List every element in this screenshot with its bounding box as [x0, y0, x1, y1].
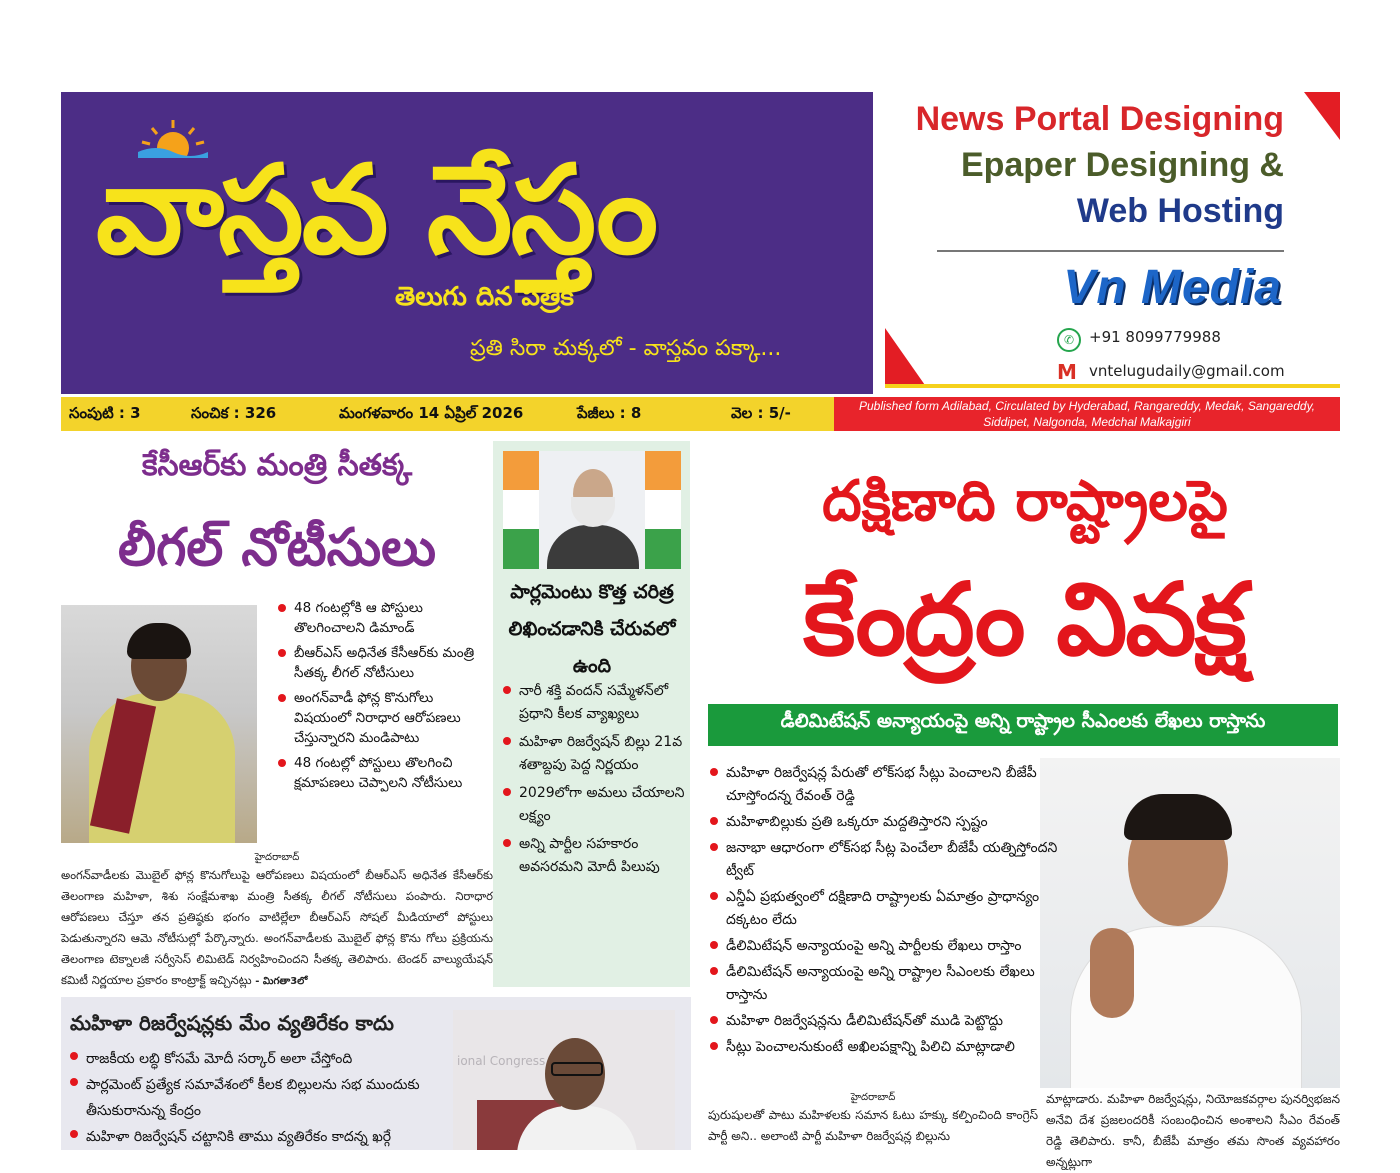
advertisement-box[interactable]: [885, 92, 1340, 388]
issue-number: సంచిక : 326: [191, 404, 277, 422]
info-strip: [61, 397, 834, 431]
bullet-item: జనాభా ఆధారంగా లోక్‌సభ సీట్ల పెంచేలా బీజేపీ యత్నిస్తోందని ట్వీట్: [708, 837, 1060, 883]
bullet-item: మహిళా రిజర్వేషన్ల పేరుతో లోక్‌సభ సీట్లు పెంచాలని బీజేపీ చూస్తోందన్న రేవంత్ రెడ్డి: [708, 762, 1060, 808]
bullet-item: మహిళాబిల్లుకు ప్రతి ఒక్కరూ మద్దతిస్తారని స్పష్టం: [708, 811, 1060, 834]
bullet-item: సీట్లు పెంచాలనుకుంటే అఖిలపక్షాన్ని పిలిచి మాట్లాడాలి: [708, 1036, 1060, 1059]
story-body-text: అంగన్‌వాడీలకు మొబైల్ ఫోన్ల కొనుగోలుపై ఆరోపణలు విషయంలో బీఆర్ఎస్ అధినేత కేసీఆర్‌కు తెలంగాణ మహిళా, శిశు సంక్షేమశాఖ మంత్రి సీతక్క లీగల్ నోటీసులు పంపారు. నిరాధార ఆరోపణలు చేస్తూ తన ప్రతిష్ఠకు భంగం వాటిల్లేలా బీఆర్ఎస్ సోషల్ మీడియాలో పోస్టులు పెడుతున్నారని ఆమె నోటీసుల్లో పేర్కొన్నారు. అంగన్‌వాడీలకు మొబైల్ ఫోన్ల కొను గోలు ప్రక్రియను తెలంగాణ టెక్నాలజీ సర్వీసెస్ లిమిటెడ్ నిర్వహించిందని సీతక్క తెలిపారు. టెండర్ వాల్యుయేషన్ కమిటీ నిర్ణయాల ప్రకారం కాంట్రాక్ట్ ఇచ్చినట్లు: [61, 868, 493, 987]
circulation-strip: [834, 397, 1340, 431]
bullet-item: 48 గంటల్లో పోస్టులు తొలగించి క్షమాపణలు చెప్పాలని నోటీసులు: [276, 753, 492, 793]
ad-line-1: News Portal Designing: [915, 100, 1284, 138]
continued-link[interactable]: - మిగతా3లో: [255, 976, 308, 987]
bullet-item: 48 గంటల్లోకి ఆ పోస్టులు తొలగించాలని డిమాండ్: [276, 598, 492, 638]
story-headline[interactable]: పార్లమెంటు కొత్త చరిత్ర లిఖించడానికి చేరువలో ఉంది: [508, 581, 676, 677]
story-bullets: [501, 680, 687, 884]
lead-strapline: [708, 704, 1338, 746]
paper-tagline: ప్రతి సిరా చుక్కలో - వాస్తవం పక్కా...: [470, 336, 782, 361]
lead-photo[interactable]: [1040, 758, 1340, 1088]
ad-line-3: Web Hosting: [1076, 192, 1284, 230]
page-count: పేజీలు : 8: [577, 404, 642, 422]
bullet-item: మహిళా రిజర్వేషన్ చట్టానికి తాము వ్యతిరేకం కాదన్న ఖర్గే: [68, 1124, 446, 1150]
bullet-item: 2029లోగా అమలు చేయాలని లక్ష్యం: [501, 782, 687, 828]
story-photo[interactable]: [453, 1010, 675, 1150]
paper-name: వాస్తవ నేస్తం: [96, 139, 657, 281]
bullet-item: డీలిమిటేషన్ అన్యాయంపై అన్ని రాష్ట్రాల సీఎంలకు లేఖలు రాస్తాను: [708, 961, 1060, 1007]
ad-corner-decoration: [885, 328, 927, 388]
lead-headline[interactable]: కేంద్రం వివక్ష: [803, 561, 1245, 678]
bullet-item: పార్లమెంట్ ప్రత్యేక సమావేశంలో కీలక బిల్లులను సభ ముందుకు తీసుకురానున్న కేంద్రం: [68, 1072, 446, 1124]
story-headline[interactable]: లీగల్ నోటీసులు: [118, 518, 436, 578]
ad-brand: Vn Media: [1063, 261, 1282, 314]
bullet-item: నారీ శక్తి వందన్ సమ్మేళన్‌లో ప్రధాని కీలక వ్యాఖ్యలు: [501, 680, 687, 726]
ad-rule: [937, 250, 1284, 252]
ad-email[interactable]: vntelugudaily@gmail.com: [1089, 362, 1285, 380]
lead-strapline-text: డీలిమిటేషన్ అన్యాయంపై అన్ని రాష్ట్రాల సీఎంలకు లేఖలు రాస్తాను: [780, 710, 1266, 732]
bullet-item: డీలిమిటేషన్ అన్యాయంపై అన్ని పార్టీలకు లేఖలు రాస్తాం: [708, 935, 1060, 958]
lead-body-left: పురుషులతో పాటు మహిళలకు సమాన ఓటు హక్కు కల్పించింది కాంగ్రెస్ పార్టీ అని.. అలాంటి పార్టీ మహిళా రిజర్వేషన్ల బిల్లును: [708, 1108, 1038, 1143]
lead-body-right: మాట్లాడారు. మహిళా రిజర్వేషన్లు, నియోజకవర్గాల పునర్విభజన అనేవి దేశ ప్రజలందరికీ సంబంధించిన అంశాలని సీఎం రేవంత్ రెడ్డి తెలిపారు. కానీ, బీజేపీ మాత్రం తమ సొంత వ్యవహారం అన్నట్లుగా: [1046, 1092, 1340, 1169]
circulation-text: Published form Adilabad, Circulated by Hyderabad, Rangareddy, Medak, Sangareddy, Siddipet, Nalgonda, Medchal Malkajgiri: [858, 399, 1316, 429]
issue-date: మంగళవారం 14 ఏప్రిల్ 2026: [339, 404, 524, 422]
lead-bullets: [708, 762, 1060, 1062]
photo-backdrop-text: ional Congress: [457, 1054, 546, 1068]
dateline: హైదరాబాద్: [850, 1092, 896, 1103]
bullet-item: బీఆర్ఎస్ అధినేత కేసీఆర్‌కు మంత్రి సీతక్క లీగల్ నోటీసులు: [276, 643, 492, 683]
bullet-item: ఎన్డీఏ ప్రభుత్వంలో దక్షిణాది రాష్ట్రాలకు ఏమాత్రం ప్రాధాన్యం దక్కటం లేదు: [708, 886, 1060, 932]
price: వెల : 5/-: [731, 404, 791, 422]
story-kicker: కేసీఆర్‌కు మంత్రి సీతక్క: [141, 448, 413, 483]
story-photo[interactable]: [61, 605, 257, 843]
paper-subtitle: తెలుగు దిన పత్రిక: [395, 282, 574, 312]
bullet-item: అన్ని పార్టీల సహకారం అవసరమని మోదీ పిలుపు: [501, 833, 687, 879]
lead-kicker: దక్షిణాది రాష్ట్రాలపై: [822, 469, 1228, 534]
story-photo[interactable]: [503, 451, 681, 569]
ad-divider: [885, 384, 1340, 388]
dateline: హైదరాబాద్: [254, 852, 300, 863]
bullet-item: మహిళా రిజర్వేషన్లను డీలిమిటేషన్‌తో ముడి పెట్టొద్దు: [708, 1010, 1060, 1033]
story-headline[interactable]: మహిళా రిజర్వేషన్లకు మేం వ్యతిరేకం కాదు: [70, 1011, 394, 1035]
ad-corner-decoration: [1304, 92, 1340, 140]
story-body: [61, 865, 493, 992]
bullet-item: మహిళా రిజర్వేషన్ బిల్లు 21వ శతాబ్దపు పెద్ద నిర్ణయం: [501, 731, 687, 777]
whatsapp-icon: ✆: [1057, 328, 1081, 352]
story-bullets: [68, 1046, 446, 1150]
ad-phone[interactable]: +91 8099779988: [1089, 328, 1221, 346]
gmail-icon: M: [1057, 360, 1077, 384]
bullet-item: రాజకీయ లబ్ధి కోసమే మోదీ సర్కార్ అలా చేస్తోంది: [68, 1046, 446, 1072]
volume: సంపుటి : 3: [69, 404, 141, 422]
ad-line-2: Epaper Designing &: [960, 146, 1284, 184]
story-bullets: [276, 598, 492, 798]
bullet-item: అంగన్‌వాడీ ఫోన్ల కొనుగోలు విషయంలో నిరాధార ఆరోపణలు చేస్తున్నారని మండిపాటు: [276, 688, 492, 748]
